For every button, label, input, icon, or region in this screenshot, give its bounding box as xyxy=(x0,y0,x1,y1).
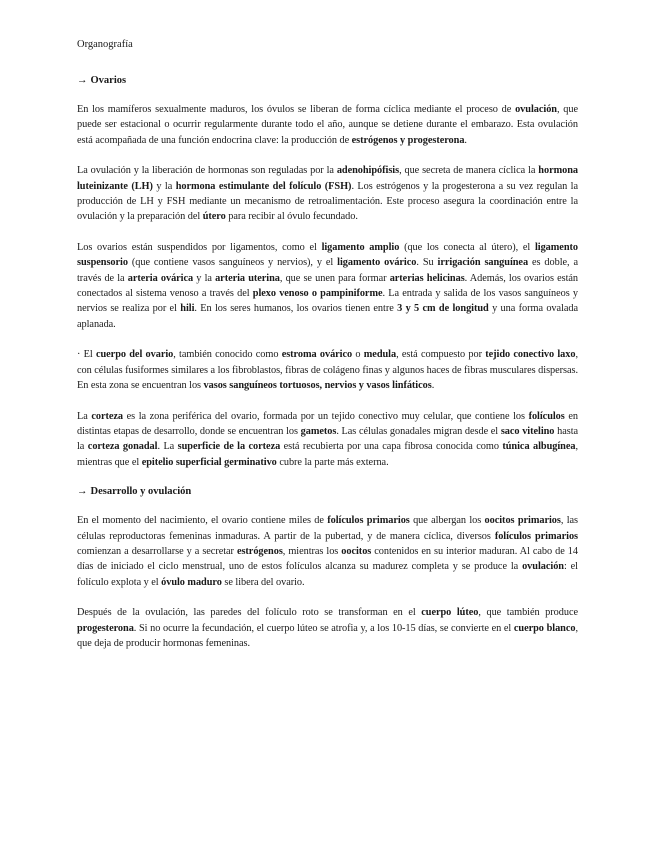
bold-term: saco vitelino xyxy=(500,425,555,437)
bold-term: ligamento amplio xyxy=(321,241,400,253)
bold-term: oocitos xyxy=(341,545,372,557)
bold-term: estroma ovárico xyxy=(281,349,353,361)
arrow-right-icon: → xyxy=(77,75,88,86)
bold-term: hormona estimulante del folículo (FSH) xyxy=(175,180,352,192)
bold-term: oocitos primarios xyxy=(484,515,561,527)
document-body xyxy=(77,74,578,651)
paragraph: En los mamíferos sexualmente maduros, los óvulos se liberan de forma cíclica mediante el proceso de ovulación, que puede ser estacional o ocurrir regularmente durante todo el año, aunque se detiene durante el embarazo. Esta ovulación está acompañada de una función endocrina clave: la producción de estrógenos y progesterona. xyxy=(77,104,578,146)
bold-term: cuerpo lúteo xyxy=(421,607,479,619)
bold-term: hormona luteinizante (LH) xyxy=(77,165,578,192)
bold-term: vasos sanguíneos tortuosos, nervios y vasos linfáticos xyxy=(203,380,432,392)
paragraph: Los ovarios están suspendidos por ligamentos, como el ligamento amplio (que los conecta al útero), el ligamento suspensorio (que contiene vasos sanguíneos y nervios), y el ligamento ovárico. Su irrigación sanguínea es doble, a través de la arteria ovárica y la arteria uterina, que se unen para formar arterias helicinas. Además, los ovarios están conectados al sistema venoso a través del plexo venoso o pampiniforme. La entrada y salida de los vasos sanguíneos y nervios se realiza por el hili. En los seres humanos, los ovarios tienen entre 3 y 5 cm de longitud y una forma ovalada aplanada. xyxy=(77,241,579,330)
bold-term: medula xyxy=(363,349,397,361)
bold-term: adenohipófisis xyxy=(336,165,400,177)
bold-term: folículos primarios xyxy=(494,530,578,542)
section-heading-text: Desarrollo y ovulación xyxy=(90,486,192,498)
document-title: Organografía xyxy=(77,39,133,50)
bold-term: irrigación sanguínea xyxy=(437,257,529,269)
bold-term: hili xyxy=(180,303,195,315)
bold-term: ovulación xyxy=(515,104,557,115)
bold-term: ligamento suspensorio xyxy=(77,241,578,269)
paragraph: La ovulación y la liberación de hormonas son reguladas por la adenohipófisis, que secreta de manera cíclica la hormona luteinizante (LH) y la hormona estimulante del folículo (FSH). Los estrógenos y la progesterona a su vez regulan la producción de LH y FSH mediante un mecanismo de retroalimentación. Este proceso asegura la coordinación entre la ovulación y la preparación del útero para recibir al óvulo fecundado. xyxy=(77,165,578,223)
bold-term: óvulo maduro xyxy=(161,576,222,588)
bold-term: arteria ovárica xyxy=(127,272,194,284)
paragraph: · El cuerpo del ovario, también conocido como estroma ovárico o medula, está compuesto por tejido conectivo laxo, con células fusiformes similares a los fibroblastos, fibras de colágeno finas y algunos haces de fibras musculares dispersas. En esta zona se encuentran los vasos sanguíneos tortuosos, nervios y vasos linfáticos. xyxy=(77,349,578,392)
bold-term: estrógenos y progesterona xyxy=(351,134,465,146)
bold-term: gametos xyxy=(300,425,337,437)
bold-term: folículos xyxy=(528,410,565,422)
bold-term: arteria uterina xyxy=(215,272,280,284)
bold-term: tejido conectivo laxo xyxy=(485,349,576,361)
bold-term: progesterona xyxy=(77,622,134,634)
bold-term: 3 y 5 cm de longitud xyxy=(397,303,489,315)
paragraph: La corteza es la zona periférica del ovario, formada por un tejido conectivo muy celular, que contiene los folículos en distintas etapas de desarrollo, donde se encuentran los gametos. Las células gonadales migran desde el saco vitelino hasta la corteza gonadal. La superficie de la corteza está recubierta por una capa fibrosa conocida como túnica albugínea, mientras que el epitelio superficial germinativo cubre la parte más externa. xyxy=(77,410,579,468)
arrow-right-icon: → xyxy=(77,486,88,498)
section-heading-text: Ovarios xyxy=(90,75,127,86)
paragraph: Después de la ovulación, las paredes del folículo roto se transforman en el cuerpo lúteo, que también produce progesterona. Si no ocurre la fecundación, el cuerpo lúteo se atrofia y, a los 10-15 días, se convierte en el cuerpo blanco, que deja de producir hormonas femeninas. xyxy=(77,607,578,649)
bold-term: corteza gonadal xyxy=(87,441,158,453)
bold-term: corteza xyxy=(91,410,124,422)
section-heading xyxy=(77,74,578,88)
bold-term: arterias helicinas xyxy=(389,272,465,284)
bold-term: epitelio superficial germinativo xyxy=(141,456,277,468)
bold-term: plexo venoso o pampiniforme xyxy=(252,288,383,300)
section-heading xyxy=(77,485,578,499)
bold-term: folículos primarios xyxy=(327,515,410,527)
bold-term: útero xyxy=(202,211,226,223)
document-page xyxy=(77,38,578,666)
bold-term: estrógenos xyxy=(236,545,283,557)
bold-term: cuerpo del ovario xyxy=(95,349,174,361)
bold-term: superficie de la corteza xyxy=(177,441,281,453)
paragraph: En el momento del nacimiento, el ovario contiene miles de folículos primarios que albergan los oocitos primarios, las células reproductoras femeninas inmaduras. A partir de la pubertad, y de manera cíclica, diversos folículos primarios comienzan a desarrollarse y a secretar estrógenos, mientras los oocitos contenidos en su interior maduran. Al cabo de 14 días de iniciado el ciclo menstrual, uno de estos folículos alcanza su madurez completa y se produce la ovulación: el folículo explota y el óvulo maduro se libera del ovario. xyxy=(77,515,579,588)
bold-term: túnica albugínea xyxy=(502,441,576,453)
bold-term: ovulación xyxy=(522,561,564,573)
bold-term: ligamento ovárico xyxy=(337,257,417,269)
bold-term: cuerpo blanco xyxy=(513,622,576,634)
